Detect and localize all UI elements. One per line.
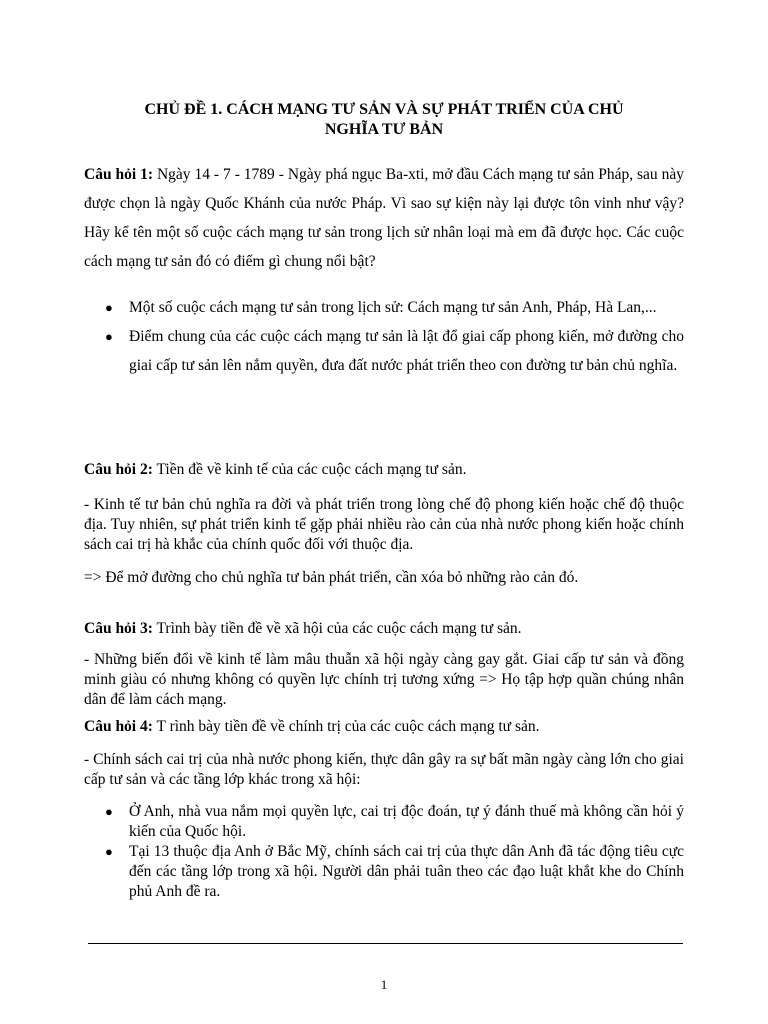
- question-2-text: Tiền đề về kinh tế của các cuộc cách mạng tư sản.: [152, 461, 467, 478]
- title-line-2: NGHĨA TƯ BẢN: [324, 121, 444, 138]
- question-4-label: Câu hỏi 4:: [84, 718, 153, 735]
- bullet-dot: ●: [105, 300, 113, 315]
- question-4-answers: [84, 802, 684, 902]
- question-2-paragraph-1: - Kinh tế tư bản chủ nghĩa ra đời và phát triển trong lòng chế độ phong kiến hoặc chế độ thuộc địa. Tuy nhiên, sự phát triển kinh tế gặp phải nhiều rào cản của nhà nước phong kiến hoặc chính sách cai trị hà khắc của chính quốc đối với thuộc địa.: [84, 496, 684, 553]
- bullet-text: Ở Anh, nhà vua nắm mọi quyền lực, cai trị độc đoán, tự ý đánh thuế mà không cần hỏi ý kiến của Quốc hội.: [129, 803, 684, 840]
- list-item: [84, 842, 684, 902]
- question-1-label: Câu hỏi 1:: [84, 166, 154, 183]
- document-page: [84, 0, 684, 1024]
- question-4-text: T rình bày tiền đề về chính trị của các cuộc cách mạng tư sản.: [152, 718, 540, 735]
- bullet-text: Điểm chung của các cuộc cách mạng tư sản là lật đổ giai cấp phong kiến, mở đường cho giai cấp tư sản lên nắm quyền, đưa đất nước phát triển theo con đường tư bản chủ nghĩa.: [129, 328, 684, 374]
- list-item: [84, 293, 684, 322]
- title-line-1: CHỦ ĐỀ 1. CÁCH MẠNG TƯ SẢN VÀ SỰ PHÁT TRIỂN CỦA CHỦ: [144, 101, 624, 118]
- bullet-dot: ●: [105, 329, 113, 344]
- bullet-text: Một số cuộc cách mạng tư sản trong lịch sử: Cách mạng tư sản Anh, Pháp, Hà Lan,...: [129, 299, 657, 316]
- list-item: [84, 802, 684, 842]
- question-3-label: Câu hỏi 3:: [84, 620, 153, 637]
- bullet-dot: ●: [105, 844, 113, 859]
- question-4: [84, 717, 684, 737]
- list-item: [84, 322, 684, 380]
- question-3-paragraph-1: - Những biến đổi về kinh tế làm mâu thuẫn xã hội ngày càng gay gắt. Giai cấp tư sản và đồng minh giàu có nhưng không có quyền lực chính trị tương xứng => Họ tập hợp quần chúng nhân dân để làm cách mạng.: [84, 651, 684, 708]
- footer-divider: [88, 943, 683, 944]
- page-number: 1: [380, 977, 388, 992]
- question-2: [84, 460, 684, 480]
- question-2-label: Câu hỏi 2:: [84, 461, 153, 478]
- bullet-dot: ●: [105, 804, 113, 819]
- bullet-text: Tại 13 thuộc địa Anh ở Bắc Mỹ, chính sách cai trị của thực dân Anh đã tác động tiêu cực đến các tầng lớp trong xã hội. Người dân phải tuân theo các đạo luật khắt khe do Chính phủ Anh đề ra.: [129, 843, 684, 900]
- question-4-bullet-list: [84, 802, 684, 902]
- question-3: [84, 619, 684, 639]
- question-1-answers: [84, 293, 684, 380]
- document-title: [84, 100, 684, 140]
- question-4-paragraph-1: - Chính sách cai trị của nhà nước phong kiến, thực dân gây ra sự bất mãn ngày càng lớn cho giai cấp tư sản và các tầng lớp khác trong xã hội:: [84, 751, 684, 788]
- question-3-text: Trình bày tiền đề về xã hội của các cuộc cách mạng tư sản.: [152, 620, 522, 637]
- question-1: [84, 160, 684, 276]
- question-2-paragraph-2: => Để mở đường cho chủ nghĩa tư bản phát triển, cần xóa bỏ những rào cản đó.: [84, 569, 579, 586]
- question-1-text: Ngày 14 - 7 - 1789 - Ngày phá ngục Ba-xti, mở đầu Cách mạng tư sản Pháp, sau này được chọn là ngày Quốc Khánh của nước Pháp. Vì sao sự kiện này lại được tôn vinh như vậy? Hãy kể tên một số cuộc cách mạng tư sản trong lịch sử nhân loại mà em đã được học. Các cuộc cách mạng tư sản đó có điểm gì chung nổi bật?: [84, 166, 684, 270]
- question-1-bullet-list: [84, 293, 684, 380]
